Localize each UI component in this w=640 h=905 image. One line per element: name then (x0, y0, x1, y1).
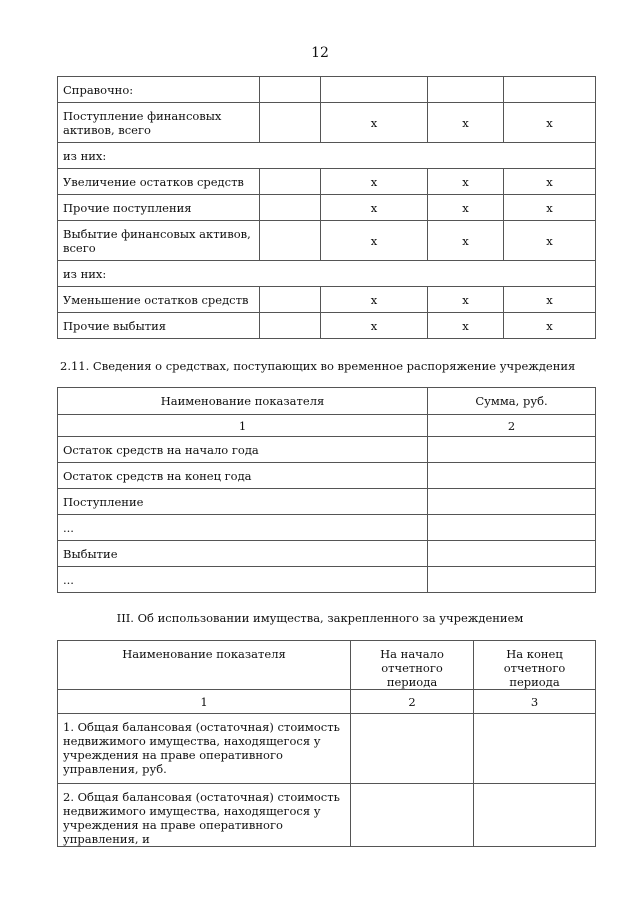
cell-value: x (428, 287, 504, 313)
row-label: ... (58, 567, 428, 593)
cell-value: x (504, 287, 596, 313)
column-number: 1 (58, 415, 428, 437)
column-number: 2 (351, 690, 474, 714)
row-label: Остаток средств на начало года (58, 437, 428, 463)
column-header: Наименование показателя (58, 388, 428, 415)
section-3-title: III. Об использовании имущества, закрепленного за учреждением (116, 611, 524, 625)
cell-value: x (504, 313, 596, 339)
cell-value: x (428, 313, 504, 339)
row-label: 1. Общая балансовая (остаточная) стоимость недвижимого имущества, находящегося у учреждения на праве оперативного управления, руб. (58, 714, 351, 784)
cell-value: x (321, 287, 428, 313)
column-header: Сумма, руб. (428, 388, 596, 415)
table-row (58, 437, 596, 463)
temporary-funds-table (57, 387, 596, 593)
cell-value: x (504, 103, 596, 143)
cell-value: x (321, 195, 428, 221)
cell-value (260, 287, 321, 313)
cell-value: x (428, 195, 504, 221)
row-label: из них: (58, 261, 596, 287)
cell-value (428, 515, 596, 541)
column-header: Наименование показателя (58, 641, 351, 690)
column-number: 1 (58, 690, 351, 714)
cell-value: x (428, 169, 504, 195)
cell-value: x (321, 169, 428, 195)
cell-value (260, 221, 321, 261)
property-usage-table (57, 640, 596, 847)
table-row (58, 169, 596, 195)
financial-assets-table (57, 76, 596, 339)
table-row (58, 463, 596, 489)
cell-value (504, 77, 596, 103)
section-2-11-title: 2.11. Сведения о средствах, поступающих во временное распоряжение учреждения (60, 359, 576, 373)
column-number: 2 (428, 415, 596, 437)
cell-value: x (504, 169, 596, 195)
cell-value (428, 463, 596, 489)
column-header: На конец отчетного периода (474, 641, 596, 690)
cell-value: x (504, 221, 596, 261)
cell-value (351, 714, 474, 784)
row-label: Поступление финансовых активов, всего (58, 103, 260, 143)
cell-value: x (428, 103, 504, 143)
cell-value (428, 489, 596, 515)
table-row (58, 714, 596, 784)
cell-value (428, 77, 504, 103)
table-row (58, 567, 596, 593)
cell-value (474, 714, 596, 784)
cell-value: x (504, 195, 596, 221)
cell-value (428, 567, 596, 593)
row-label: Выбытие (58, 541, 428, 567)
row-label: 2. Общая балансовая (остаточная) стоимость недвижимого имущества, находящегося у учреждения на праве оперативного управления, и (58, 784, 351, 847)
table-row (58, 313, 596, 339)
cell-value: x (321, 103, 428, 143)
row-label: Остаток средств на конец года (58, 463, 428, 489)
table-row (58, 261, 596, 287)
table-row (58, 515, 596, 541)
cell-value (428, 541, 596, 567)
cell-value (351, 784, 474, 847)
cell-value (474, 784, 596, 847)
row-label: Увеличение остатков средств (58, 169, 260, 195)
table-row (58, 489, 596, 515)
cell-value: x (428, 221, 504, 261)
table-row (58, 77, 596, 103)
cell-value (260, 103, 321, 143)
row-label: ... (58, 515, 428, 541)
cell-value (428, 437, 596, 463)
cell-value: x (321, 221, 428, 261)
row-label: Справочно: (58, 77, 260, 103)
row-label: Поступление (58, 489, 428, 515)
table-row (58, 784, 596, 847)
row-label: из них: (58, 143, 596, 169)
table-row (58, 221, 596, 261)
table-row (58, 541, 596, 567)
row-label: Уменьшение остатков средств (58, 287, 260, 313)
cell-value (260, 169, 321, 195)
table-row (58, 195, 596, 221)
cell-value (321, 77, 428, 103)
row-label: Выбытие финансовых активов, всего (58, 221, 260, 261)
column-number: 3 (474, 690, 596, 714)
page-number: 12 (311, 45, 329, 61)
cell-value (260, 313, 321, 339)
row-label: Прочие поступления (58, 195, 260, 221)
column-header: На начало отчетного периода (351, 641, 474, 690)
cell-value (260, 195, 321, 221)
row-label: Прочие выбытия (58, 313, 260, 339)
table-row (58, 103, 596, 143)
table-row (58, 143, 596, 169)
cell-value (260, 77, 321, 103)
cell-value: x (321, 313, 428, 339)
table-row (58, 287, 596, 313)
